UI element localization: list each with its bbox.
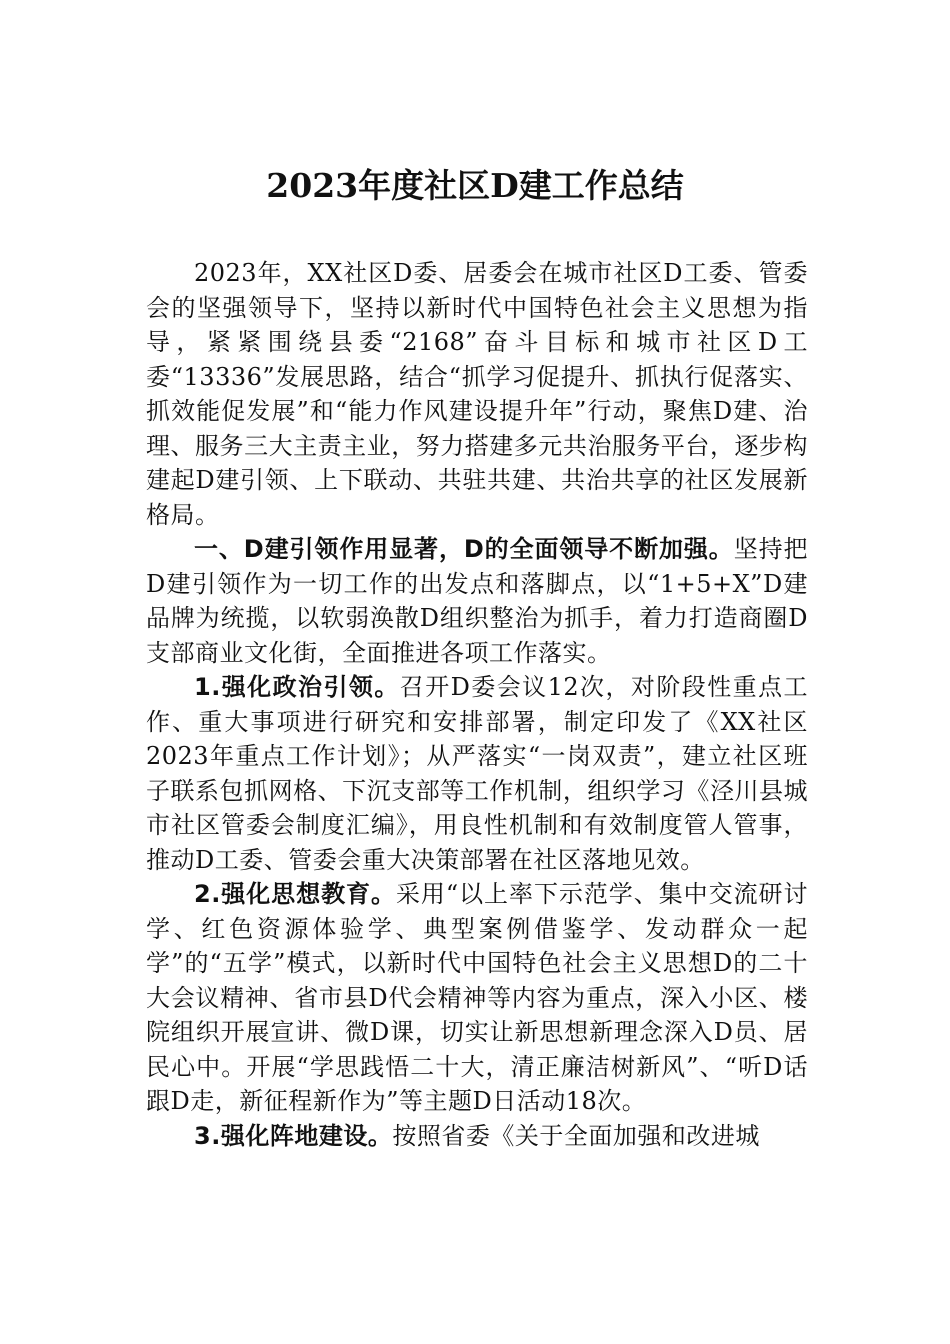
document-body <box>146 256 808 1153</box>
document-title: 2023年度社区D建工作总结 <box>266 166 684 205</box>
paragraph-text: 坚持把D建引领作为一切工作的出发点和落脚点，以“1+5+X”D建品牌为统揽，以软弱涣散D组织整治为抓手，着力打造商圈D支部商业文化街，全面推进各项工作落实。 <box>146 535 809 667</box>
paragraph-section-one <box>146 532 808 670</box>
item-heading: 3.强化阵地建设。 <box>194 1121 393 1150</box>
section-heading: 一、D建引领作用显著，D的全面领导不断加强。 <box>194 535 734 563</box>
paragraph-item-three <box>146 1119 808 1154</box>
paragraph-item-one <box>146 670 808 877</box>
paragraph-intro <box>146 256 808 532</box>
paragraph-text: 按照省委《关于全面加强和改进城 <box>392 1121 760 1150</box>
item-heading: 2.强化思想教育。 <box>194 880 396 908</box>
paragraph-text: 采用“以上率下示范学、集中交流研讨学、红色资源体验学、典型案例借鉴学、发动群众一起学”的“五学”模式，以新时代中国特色社会主义思想D的二十大会议精神、省市县D代会精神等内容为重点，深入小区、楼院组织开展宣讲、微D课，切实让新思想新理念深入D员、居民心中。开展“学思践悟二十大，清正廉洁树新风”、“听D话跟D走，新征程新作为”等主题D日活动18次。 <box>146 880 808 1115</box>
paragraph-text: 召开D委会议12次，对阶段性重点工作、重大事项进行研究和安排部署，制定印发了《XX社区2023年重点工作计划》；从严落实“一岗双责”，建立社区班子联系包抓网格、下沉支部等工作机制，组织学习《泾川县城市社区管委会制度汇编》，用良性机制和有效制度管人管事，推动D工委、管委会重大决策部署在社区落地见效。 <box>146 673 808 874</box>
paragraph-item-two <box>146 877 808 1119</box>
paragraph-text: 2023年，XX社区D委、居委会在城市社区D工委、管委会的坚强领导下，坚持以新时代中国特色社会主义思想为指导，紧紧围绕县委“2168”奋斗目标和城市社区D工委“13336”发展思路，结合“抓学习促提升、抓执行促落实、抓效能促发展”和“能力作风建设提升年”行动，聚焦D建、治理、服务三大主责主业，努力搭建多元共治服务平台，逐步构建起D建引领、上下联动、共驻共建、共治共享的社区发展新格局。 <box>146 259 808 529</box>
item-heading: 1.强化政治引领。 <box>194 673 400 701</box>
